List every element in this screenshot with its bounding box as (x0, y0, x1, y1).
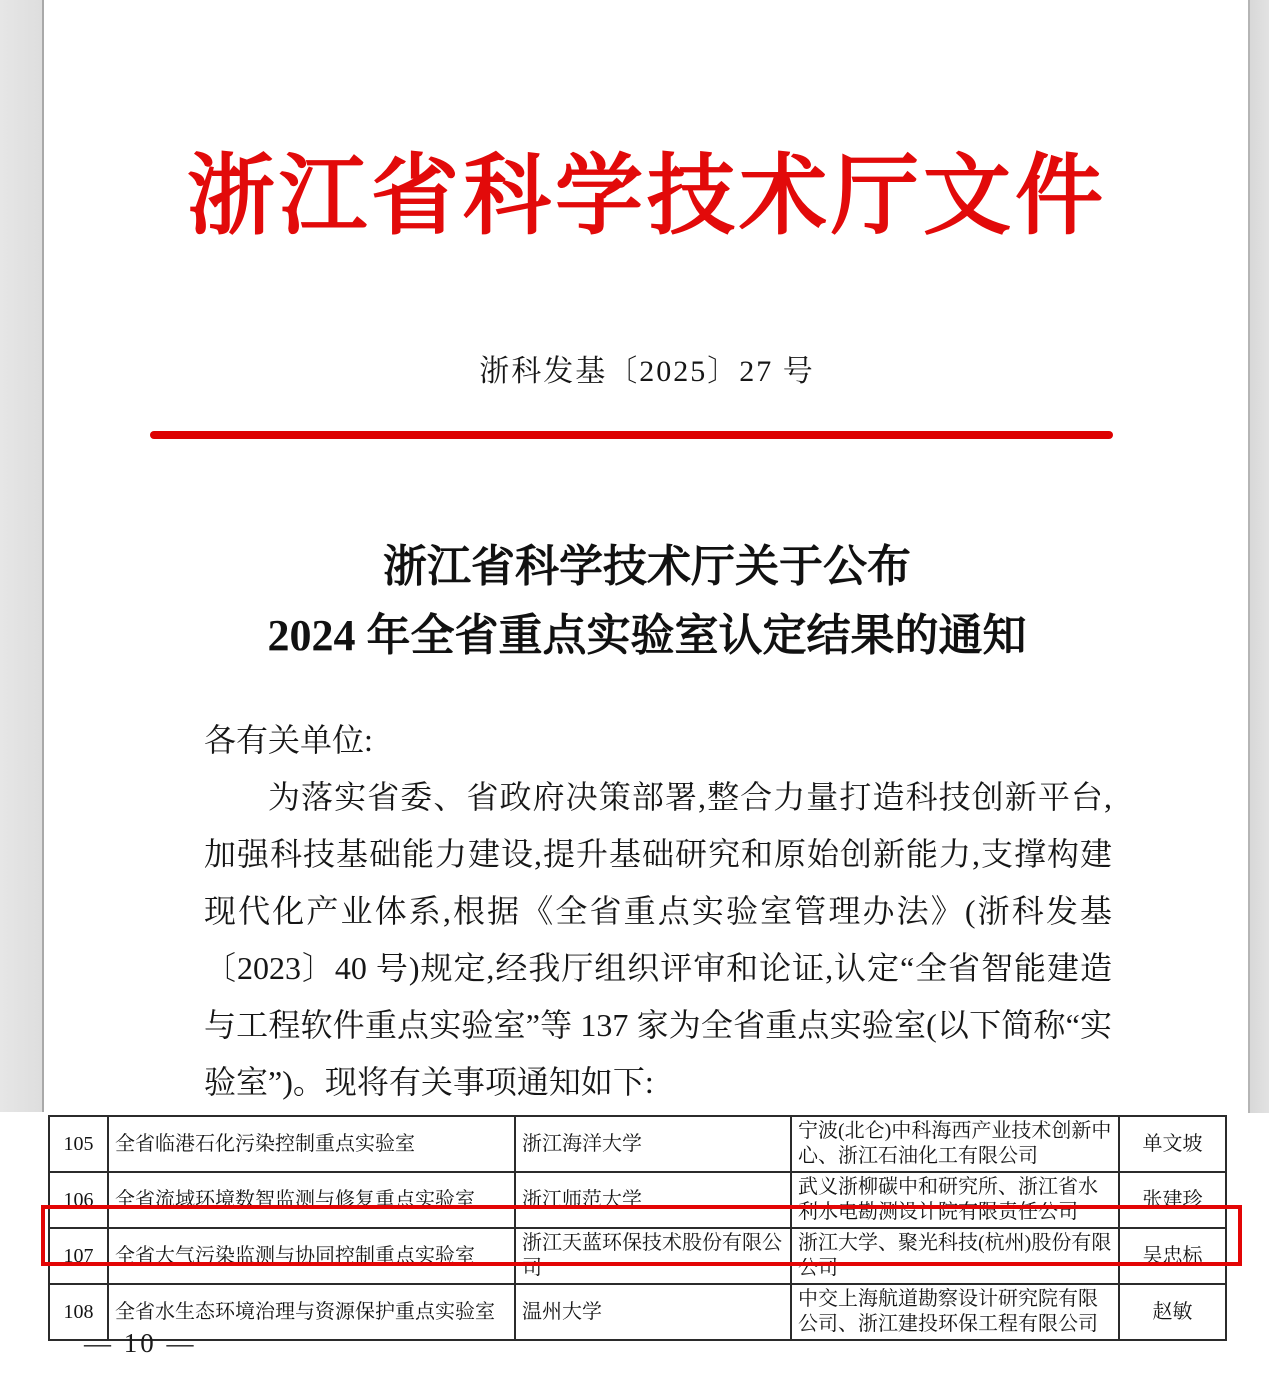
director-cell: 单文坡 (1119, 1116, 1226, 1172)
row-number-cell: 105 (49, 1116, 108, 1172)
agency-header-title: 浙江省科学技术厅文件 (186, 149, 1107, 246)
director-cell: 张建珍 (1119, 1172, 1226, 1228)
page-number: — 10 — (84, 1328, 197, 1358)
lab-name-cell: 全省流域环境数智监测与修复重点实验室 (108, 1172, 515, 1228)
notice-title-line1: 浙江省科学技术厅关于公布 (383, 542, 911, 591)
row-number-cell: 108 (49, 1284, 108, 1340)
salutation: 各有关单位: (204, 722, 373, 758)
table-row-highlighted (49, 1228, 1226, 1284)
body-text-block (204, 712, 1112, 1111)
scan-margin-left (0, 0, 44, 1112)
body-paragraph: 为落实省委、省政府决策部署,整合力量打造科技创新平台,加强科技基础能力建设,提升基础研究和原始创新能力,支撑构建现代化产业体系,根据《全省重点实验室管理办法》(浙科发基〔2023〕40 号)规定,经我厅组织评审和论证,认定“全省智能建造与工程软件重点实验室”等 137 家为全省重点实验室(以下简称“实验室”)。现将有关事项通知如下: (204, 779, 1112, 1100)
labs-table (48, 1115, 1227, 1341)
partner-units-cell: 浙江大学、聚光科技(杭州)股份有限公司 (791, 1228, 1119, 1284)
red-separator-rule (150, 431, 1113, 439)
lab-name-cell: 全省水生态环境治理与资源保护重点实验室 (108, 1284, 515, 1340)
partner-units-cell: 武义浙柳碳中和研究所、浙江省水利水电勘测设计院有限责任公司 (791, 1172, 1119, 1228)
table-row (49, 1284, 1226, 1340)
lead-unit-cell: 浙江天蓝环保技术股份有限公司 (515, 1228, 791, 1284)
partner-units-cell: 中交上海航道勘察设计研究院有限公司、浙江建投环保工程有限公司 (791, 1284, 1119, 1340)
lab-name-cell: 全省临港石化污染控制重点实验室 (108, 1116, 515, 1172)
document-number: 浙科发基〔2025〕27 号 (479, 355, 815, 388)
lead-unit-cell: 温州大学 (515, 1284, 791, 1340)
notice-title-line2: 2024 年全省重点实验室认定结果的通知 (267, 611, 1027, 660)
director-cell: 赵敏 (1119, 1284, 1226, 1340)
lab-name-cell: 全省大气污染监测与协同控制重点实验室 (108, 1228, 515, 1284)
lead-unit-cell: 浙江海洋大学 (515, 1116, 791, 1172)
scan-margin-right (1248, 0, 1269, 1113)
notice-title (46, 532, 1248, 670)
row-number-cell: 107 (49, 1228, 108, 1284)
table-row (49, 1172, 1226, 1228)
lead-unit-cell: 浙江师范大学 (515, 1172, 791, 1228)
director-cell: 吴忠标 (1119, 1228, 1226, 1284)
partner-units-cell: 宁波(北仑)中科海西产业技术创新中心、浙江石油化工有限公司 (791, 1116, 1119, 1172)
table-row (49, 1116, 1226, 1172)
row-number-cell: 106 (49, 1172, 108, 1228)
